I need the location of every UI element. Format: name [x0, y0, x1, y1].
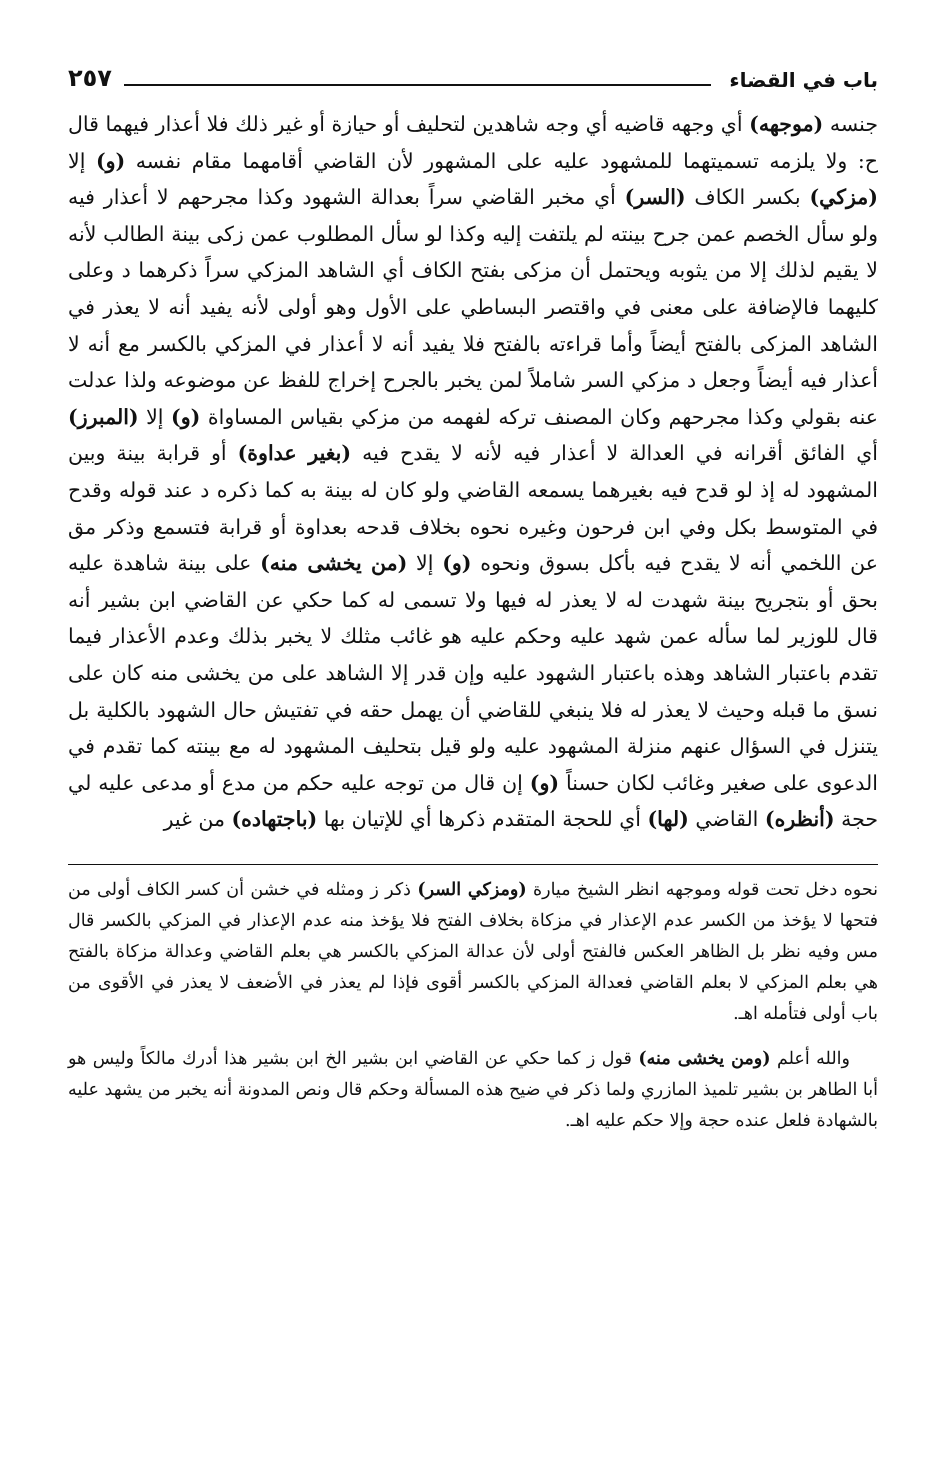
- text-segment: والله أعلم: [770, 1048, 850, 1069]
- text-segment: أو قرابة بينة وبين المشهود له إذ لو قدح فيه بغيرهما يسمعه القاضي ولو كان له بينة به كما ذكره د عند قوله وقدح في المتوسط بكل وفي ابن فرحون وغيره نحوه بخلاف قدحه بعداوة أو قرابة فتسمع وذكر مق عن اللخمي أنه لا يقدح فيه بأكل بسوق ونحوه: [68, 441, 879, 576]
- text-segment: إلا: [138, 404, 172, 429]
- bold-term: (أنظره): [764, 807, 835, 832]
- bold-term: (و): [442, 551, 472, 576]
- main-paragraph: [68, 106, 878, 838]
- text-segment: ذكر ز ومثله في خشن أن كسر الكاف أولى من فتحها لا يؤخذ من الكسر عدم الإعذار في مزكاة بخلاف الفتح فلا يؤخذ منه عدم الإعذار في المزكي بالكسر قال مس وفيه نظر بل الظاهر العكس فالفتح أولى لأن عدالة المزكي بالكسر هي بعلم القاضي وعدالة مزكاة بالفتح هي بعلم المزكي لا بعلم القاضي فعدالة المزكي بالكسر أقوى فإذا لم يعذر في الأضعف لا يعذر في الأقوى من باب أولى فتأمله اهـ.: [68, 879, 878, 1024]
- bold-term: (مزكي): [809, 185, 878, 210]
- bold-term: (باجتهاده): [231, 807, 318, 832]
- bold-term: (بغير عداوة): [237, 441, 352, 466]
- footnote-paragraph: [68, 1044, 878, 1137]
- bold-term: (السر): [624, 185, 686, 210]
- bold-term: (ومن يخشى منه): [638, 1048, 771, 1069]
- footnote-paragraph: [68, 875, 878, 1030]
- text-segment: إلا: [407, 551, 443, 576]
- bold-term: (موجهه): [749, 112, 824, 136]
- text-segment: القاضي: [688, 807, 765, 832]
- bold-term: (و): [171, 404, 201, 429]
- text-segment: أي الفائق أقرانه في العدالة لا أعذار فيه لأنه لا يقدح فيه: [351, 441, 878, 466]
- bold-term: (لها): [647, 807, 689, 832]
- text-segment: نحوه دخل تحت قوله وموجهه انظر الشيخ ميارة: [526, 879, 879, 900]
- bold-term: (المبرز): [68, 404, 139, 429]
- chapter-title: باب في القضاء: [729, 68, 878, 92]
- text-segment: بكسر الكاف: [685, 185, 810, 210]
- text-segment: إن قال من توجه عليه حكم من مدع أو مدعى عليه لي حجة: [68, 770, 878, 832]
- bold-term: (و): [95, 148, 126, 173]
- header-rule: [124, 84, 711, 86]
- text-segment: أي وجهه قاضيه أي وجه شاهدين لتحليف أو حيازة أو غير ذلك فلا أعذار فيهما قال ح: ولا يلزمه تسميتهما للمشهود عليه على المشهور لأن القاضي أقامهما مقام نفسه: [68, 112, 878, 173]
- text-segment: قول ز كما حكي عن القاضي ابن بشير الخ ابن بشير هذا أدرك مالكاً وليس هو أبا الطاهر بن بشير تلميذ المازري ولما ذكر في ضيح هذه المسألة وحكم قال ونص المدونة أنه يخبر من يشهد عليه بالشهادة فلعل عنده حجة وإلا حكم عليه اهـ.: [68, 1048, 878, 1131]
- page-number: ٢٥٧: [68, 64, 112, 92]
- footnote-separator: [68, 864, 878, 865]
- bold-term: (و): [529, 770, 560, 795]
- text-segment: إلا: [68, 148, 96, 173]
- text-segment: من غير: [163, 807, 232, 832]
- footnotes-section: [68, 875, 878, 1137]
- text-segment: أي للحجة المتقدم ذكرها أي للإتيان بها: [317, 807, 648, 832]
- bold-term: (من يخشى منه): [260, 551, 408, 576]
- text-segment: على بينة شاهدة عليه بحق أو بتجريح بينة شهدت له لا يعذر له فيها ولا تسمى له كما حكي عن القاضي ابن بشير أنه قال للوزير لما سأله عمن شهد عليه وحكم عليه هو غائب مثلك لا يخبر بذلك وعدم الأعذار فيما تقدم باعتبار الشاهد وهذه باعتبار الشهود عليه وإن قدر إلا الشاهد على من يخشى منه كان على نسق ما قبله وحيث لا يعذر له فلا ينبغي للقاضي أن يهمل حقه في تفتيش حال الشهود بالكلية بل يتنزل في السؤال عنهم منزلة المشهود عليه ولو قيل بتحليف المشهود له مع بينته كما تقدم في الدعوى على صغير وغائب لكان حسناً: [68, 551, 879, 795]
- main-text-body: [68, 106, 878, 838]
- running-header: [68, 58, 878, 92]
- book-page: [68, 58, 878, 1151]
- text-segment: جنسه: [823, 112, 879, 136]
- bold-term: (ومزكي السر): [417, 879, 527, 900]
- text-segment: أي مخبر القاضي سراً بعدالة الشهود وكذا مجرحهم لا أعذار فيه ولو سأل الخصم عمن جرح بينته لم يلتفت إليه وكذا لو سأل المطلوب عمن زكى بينة الطالب لأنه لا يقيم لذلك إلا من يثوبه ويحتمل أن مزكى بفتح الكاف أي الشاهد المزكي سراً ذكرهما د وعلى كليهما فالإضافة على معنى في واقتصر البساطي على الأول وهو أولى لأنه يفيد أنه لا يعذر في الشاهد المزكى بالفتح أيضاً وأما قراءته بالفتح فلا يفيد أنه لا أعذار في المزكي بالكسر مع أنه لا أعذار فيه أيضاً وجعل د مزكي السر شاملاً لمن يخبر بالجرح إخراج للفظ عن موضوعه ولذا عدلت عنه بقولي وكذا مجرحهم وكان المصنف تركه لفهمه من مزكي بقياس المساواة: [68, 185, 879, 429]
